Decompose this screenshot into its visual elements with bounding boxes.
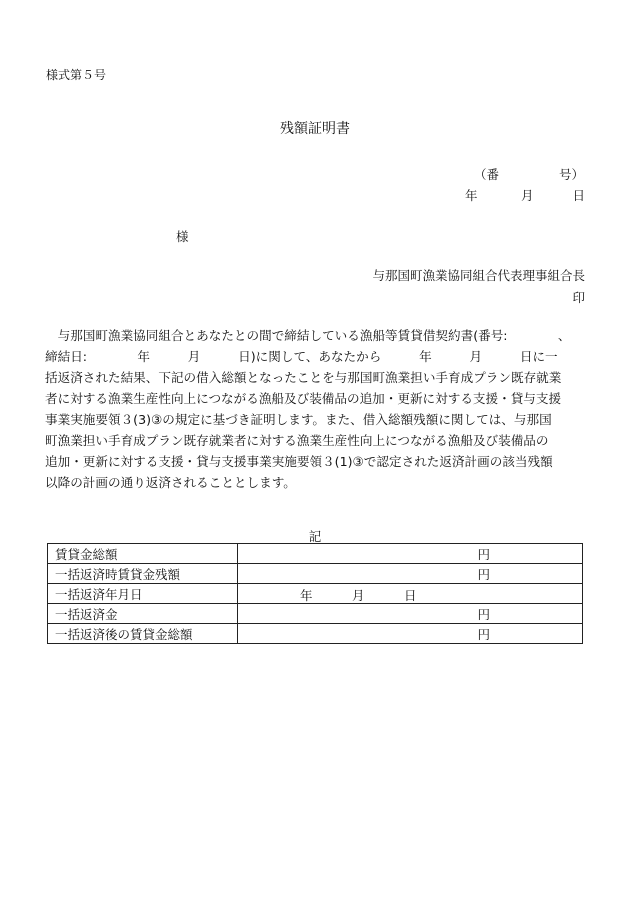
table-row — [48, 624, 583, 644]
table-row — [48, 544, 583, 564]
issue-date — [465, 186, 585, 202]
table-row — [48, 564, 583, 584]
repay-day: 日 — [404, 588, 417, 603]
repay-year: 年 — [300, 588, 313, 603]
row-value — [238, 624, 583, 644]
date-month: 月 — [521, 188, 534, 203]
date-year: 年 — [465, 188, 478, 203]
row-value — [238, 604, 583, 624]
yen-unit: 円 — [477, 626, 490, 642]
issuer-name: 与那国町漁業協同組合代表理事組合長 — [372, 268, 585, 283]
ki-heading: 記 — [308, 529, 322, 544]
form-number: 様式第５号 — [46, 68, 107, 82]
table-row — [48, 584, 583, 604]
row-label: 一括返済後の賃貸金総額 — [48, 624, 238, 644]
ref-open: （番 — [474, 167, 500, 182]
details-table — [47, 543, 583, 644]
seal-mark: 印 — [572, 290, 585, 305]
row-label: 賃貸金総額 — [48, 544, 238, 564]
yen-unit: 円 — [477, 546, 490, 562]
row-label: 一括返済年月日 — [48, 584, 238, 604]
date-day: 日 — [572, 188, 585, 203]
row-value — [238, 564, 583, 584]
reference-number — [474, 165, 584, 180]
row-label: 一括返済金 — [48, 604, 238, 624]
repay-month: 月 — [352, 588, 365, 603]
ref-close: 号） — [558, 167, 584, 182]
yen-unit: 円 — [477, 606, 490, 622]
table-row — [48, 604, 583, 624]
certificate-body: 与那国町漁業協同組合とあなたとの間で締結している漁船等賃貸借契約書(番号: 、 締結日: 年 月 日)に関して、あなたから 年 月 日に一 括返済された結果、下記の借入総額となったことを与那国町漁業担い手育成プラン既存就業 者に対する漁業生産性向上につながる漁船及び装備品の追加・更新に対する支援・貸与支援 事業実施要領３(3)③の規定に基づき証明します。また、借入総額残額に関しては、与那国 町漁業担い手育成プラン既存就業者に対する漁業生産性向上につながる漁船及び装備品の 追加・更新に対する支援・貸与支援事業実施要領３(1)③で認定された返済計画の該当残額 以降の計画の通り返済されることとします。 — [45, 328, 571, 490]
salutation: 様 — [176, 229, 189, 244]
row-label: 一括返済時賃貸金残額 — [48, 564, 238, 584]
yen-unit: 円 — [477, 566, 490, 582]
row-value — [238, 584, 583, 604]
document-title: 残額証明書 — [280, 121, 350, 137]
row-value — [238, 544, 583, 564]
